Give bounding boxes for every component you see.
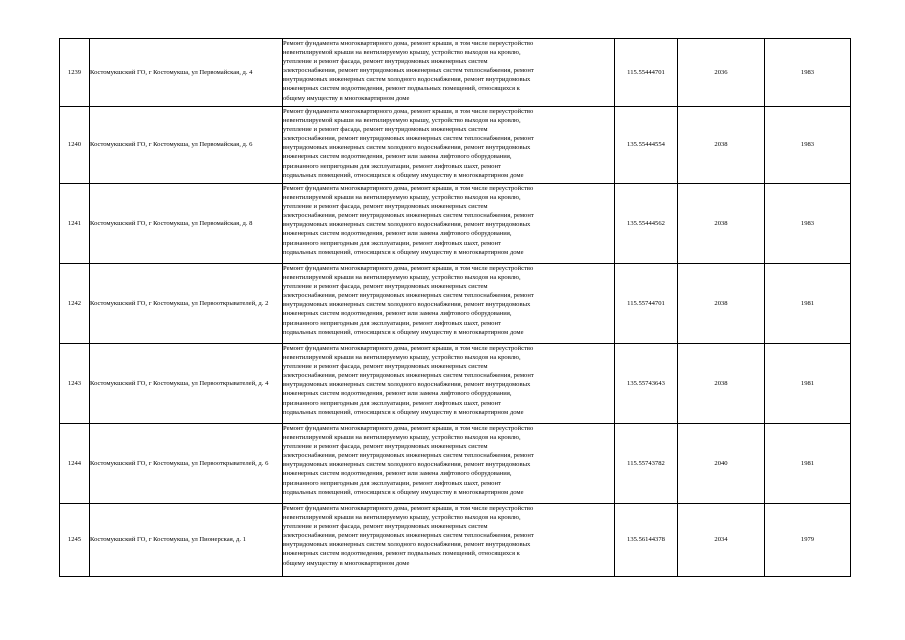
- repair-works-text: [283, 184, 614, 257]
- repair-works: [283, 504, 615, 577]
- works-line: электроснабжения, ремонт внутридомовых инженерных систем теплоснабжения, ремонт: [283, 292, 534, 300]
- works-line: инженерных систем водоотведения, ремонт подвальных помещений, относящихся к: [283, 85, 520, 93]
- row-number: 1239: [60, 39, 90, 107]
- works-line: внутридомовых инженерных систем холодного водоснабжения, ремонт внутридомовых: [283, 301, 531, 309]
- capital-repair-table: [59, 38, 851, 577]
- built-year: 1981: [765, 264, 851, 344]
- area-value: 135.56144378: [615, 504, 678, 577]
- built-year: 1979: [765, 504, 851, 577]
- repair-works: [283, 264, 615, 344]
- works-line: электроснабжения, ремонт внутридомовых инженерных систем теплоснабжения, ремонт: [283, 135, 534, 143]
- works-line: электроснабжения, ремонт внутридомовых инженерных систем теплоснабжения, ремонт: [283, 67, 534, 75]
- repair-works-text: [283, 424, 614, 497]
- works-line: невентилируемой крыши на вентилируемую крышу, устройство выходов на кровлю,: [283, 194, 521, 202]
- works-line: Ремонт фундамента многоквартирного дома, ремонт крыши, в том числе переустройство: [283, 185, 534, 192]
- house-address: Костомукшский ГО, г Костомукша, ул Первооткрывателей, д. 4: [90, 344, 283, 424]
- repair-year: 2038: [678, 264, 765, 344]
- table-body: [60, 39, 851, 577]
- works-line: внутридомовых инженерных систем холодного водоснабжения, ремонт внутридомовых: [283, 381, 531, 389]
- works-line: Ремонт фундамента многоквартирного дома, ремонт крыши, в том числе переустройство: [283, 265, 534, 272]
- works-line: внутридомовых инженерных систем холодного водоснабжения, ремонт внутридомовых: [283, 461, 531, 469]
- works-line: инженерных систем водоотведения, ремонт или замена лифтового оборудования,: [283, 310, 512, 318]
- built-year: 1983: [765, 184, 851, 264]
- table-row: [60, 424, 851, 504]
- works-line: признанного непригодным для эксплуатации, ремонт лифтовых шахт, ремонт: [283, 319, 501, 327]
- works-line: Ремонт фундамента многоквартирного дома, ремонт крыши, в том числе переустройство: [283, 505, 534, 512]
- built-year: 1983: [765, 107, 851, 184]
- works-line: невентилируемой крыши на вентилируемую крышу, устройство выходов на кровлю,: [283, 274, 521, 282]
- works-line: Ремонт фундамента многоквартирного дома, ремонт крыши, в том числе переустройство: [283, 108, 534, 115]
- works-line: утепление и ремонт фасада, ремонт внутридомовых инженерных систем: [283, 443, 488, 451]
- works-line: подвальных помещений, относящихся к общему имуществу в многоквартирном доме: [283, 171, 524, 179]
- house-address: Костомукшский ГО, г Костомукша, ул Первомайская, д. 8: [90, 184, 283, 264]
- house-address: Костомукшский ГО, г Костомукша, ул Первооткрывателей, д. 6: [90, 424, 283, 504]
- repair-works: [283, 424, 615, 504]
- repair-year: 2038: [678, 344, 765, 424]
- table-row: [60, 264, 851, 344]
- built-year: 1981: [765, 344, 851, 424]
- works-line: утепление и ремонт фасада, ремонт внутридомовых инженерных систем: [283, 523, 488, 531]
- works-line: электроснабжения, ремонт внутридомовых инженерных систем теплоснабжения, ремонт: [283, 452, 534, 460]
- row-number: 1240: [60, 107, 90, 184]
- area-value: 115.55743782: [615, 424, 678, 504]
- house-address: Костомукшский ГО, г Костомукша, ул Первомайская, д. 4: [90, 39, 283, 107]
- area-value: 135.55444554: [615, 107, 678, 184]
- area-value: 135.55743643: [615, 344, 678, 424]
- repair-works: [283, 39, 615, 107]
- house-address: Костомукшский ГО, г Костомукша, ул Первомайская, д. 6: [90, 107, 283, 184]
- works-line: электроснабжения, ремонт внутридомовых инженерных систем теплоснабжения, ремонт: [283, 212, 534, 220]
- table-row: [60, 39, 851, 107]
- works-line: утепление и ремонт фасада, ремонт внутридомовых инженерных систем: [283, 203, 488, 211]
- works-line: внутридомовых инженерных систем холодного водоснабжения, ремонт внутридомовых: [283, 221, 531, 229]
- repair-works-text: [283, 264, 614, 337]
- repair-year: 2038: [678, 184, 765, 264]
- repair-year: 2036: [678, 39, 765, 107]
- works-line: подвальных помещений, относящихся к общему имуществу в многоквартирном доме: [283, 408, 524, 416]
- repair-works: [283, 344, 615, 424]
- row-number: 1243: [60, 344, 90, 424]
- works-line: признанного непригодным для эксплуатации, ремонт лифтовых шахт, ремонт: [283, 399, 501, 407]
- repair-works-text: [283, 504, 614, 568]
- built-year: 1983: [765, 39, 851, 107]
- works-line: подвальных помещений, относящихся к общему имуществу в многоквартирном доме: [283, 248, 524, 256]
- repair-works-text: [283, 344, 614, 417]
- works-line: признанного непригодным для эксплуатации, ремонт лифтовых шахт, ремонт: [283, 479, 501, 487]
- table-row: [60, 184, 851, 264]
- house-address: Костомукшский ГО, г Костомукша, ул Первооткрывателей, д. 2: [90, 264, 283, 344]
- works-line: утепление и ремонт фасада, ремонт внутридомовых инженерных систем: [283, 126, 488, 134]
- works-line: утепление и ремонт фасада, ремонт внутридомовых инженерных систем: [283, 283, 488, 291]
- area-value: 135.55444562: [615, 184, 678, 264]
- works-line: подвальных помещений, относящихся к общему имуществу в многоквартирном доме: [283, 328, 524, 336]
- repair-works: [283, 107, 615, 184]
- works-line: невентилируемой крыши на вентилируемую крышу, устройство выходов на кровлю,: [283, 117, 521, 125]
- works-line: утепление и ремонт фасада, ремонт внутридомовых инженерных систем: [283, 58, 488, 66]
- row-number: 1241: [60, 184, 90, 264]
- works-line: инженерных систем водоотведения, ремонт или замена лифтового оборудования,: [283, 470, 512, 478]
- works-line: общему имуществу в многоквартирном доме: [283, 94, 410, 102]
- works-line: невентилируемой крыши на вентилируемую крышу, устройство выходов на кровлю,: [283, 514, 521, 522]
- works-line: невентилируемой крыши на вентилируемую крышу, устройство выходов на кровлю,: [283, 354, 521, 362]
- works-line: подвальных помещений, относящихся к общему имуществу в многоквартирном доме: [283, 488, 524, 496]
- works-line: Ремонт фундамента многоквартирного дома, ремонт крыши, в том числе переустройство: [283, 425, 534, 432]
- works-line: Ремонт фундамента многоквартирного дома, ремонт крыши, в том числе переустройство: [283, 40, 534, 47]
- works-line: признанного непригодным для эксплуатации, ремонт лифтовых шахт, ремонт: [283, 239, 501, 247]
- works-line: внутридомовых инженерных систем холодного водоснабжения, ремонт внутридомовых: [283, 144, 531, 152]
- works-line: невентилируемой крыши на вентилируемую крышу, устройство выходов на кровлю,: [283, 434, 521, 442]
- repair-works-text: [283, 107, 614, 180]
- works-line: электроснабжения, ремонт внутридомовых инженерных систем теплоснабжения, ремонт: [283, 532, 534, 540]
- works-line: инженерных систем водоотведения, ремонт подвальных помещений, относящихся к: [283, 550, 520, 558]
- table-row: [60, 344, 851, 424]
- built-year: 1981: [765, 424, 851, 504]
- repair-year: 2038: [678, 107, 765, 184]
- works-line: Ремонт фундамента многоквартирного дома, ремонт крыши, в том числе переустройство: [283, 345, 534, 352]
- area-value: 115.55744701: [615, 264, 678, 344]
- works-line: общему имуществу в многоквартирном доме: [283, 559, 410, 567]
- repair-works-text: [283, 39, 614, 103]
- repair-works: [283, 184, 615, 264]
- repair-year: 2040: [678, 424, 765, 504]
- repair-year: 2034: [678, 504, 765, 577]
- works-line: внутридомовых инженерных систем холодного водоснабжения, ремонт внутридомовых: [283, 541, 531, 549]
- row-number: 1244: [60, 424, 90, 504]
- row-number: 1242: [60, 264, 90, 344]
- works-line: инженерных систем водоотведения, ремонт или замена лифтового оборудования,: [283, 390, 512, 398]
- works-line: инженерных систем водоотведения, ремонт или замена лифтового оборудования,: [283, 230, 512, 238]
- works-line: признанного непригодным для эксплуатации, ремонт лифтовых шахт, ремонт: [283, 162, 501, 170]
- works-line: электроснабжения, ремонт внутридомовых инженерных систем теплоснабжения, ремонт: [283, 372, 534, 380]
- house-address: Костомукшский ГО, г Костомукша, ул Пионерская, д. 1: [90, 504, 283, 577]
- works-line: утепление и ремонт фасада, ремонт внутридомовых инженерных систем: [283, 363, 488, 371]
- works-line: внутридомовых инженерных систем холодного водоснабжения, ремонт внутридомовых: [283, 76, 531, 84]
- area-value: 115.55444701: [615, 39, 678, 107]
- works-line: невентилируемой крыши на вентилируемую крышу, устройство выходов на кровлю,: [283, 49, 521, 57]
- works-line: инженерных систем водоотведения, ремонт или замена лифтового оборудования,: [283, 153, 512, 161]
- table-row: [60, 504, 851, 577]
- table-row: [60, 107, 851, 184]
- row-number: 1245: [60, 504, 90, 577]
